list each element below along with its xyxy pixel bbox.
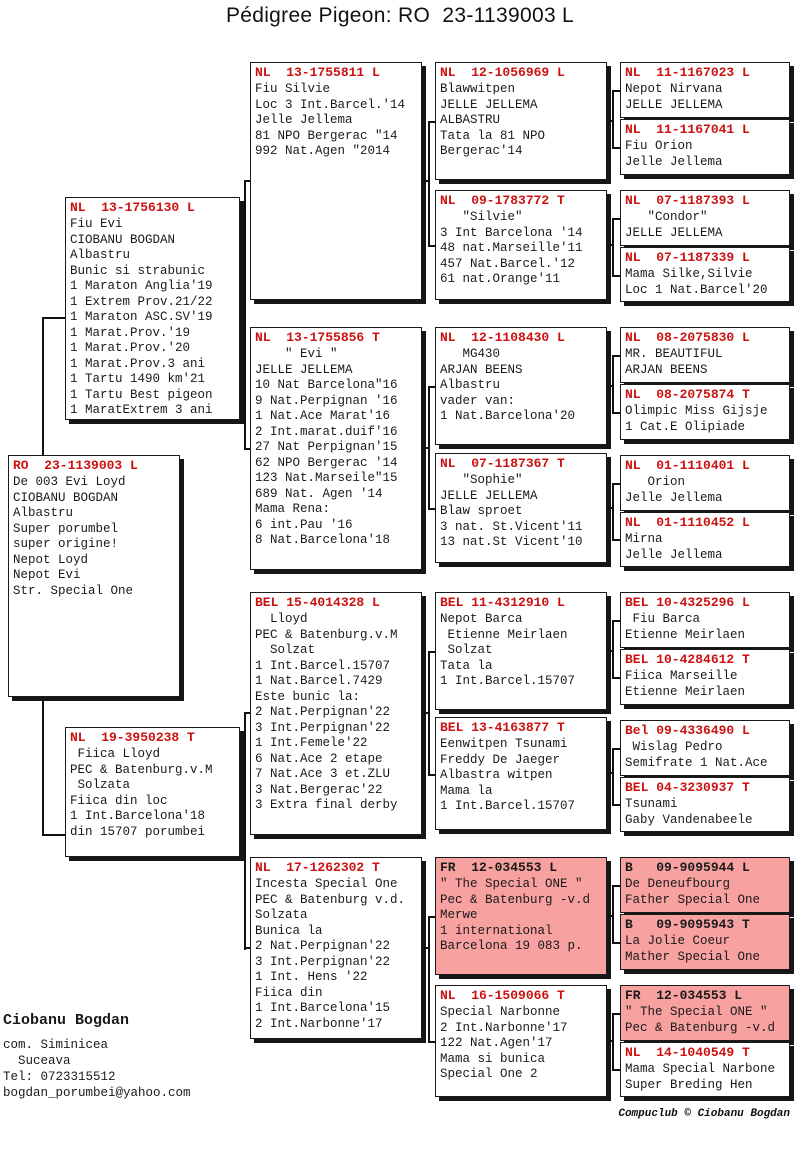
pedigree-connector-line xyxy=(428,508,435,510)
breeder-email: bogdan_porumbei@yahoo.com xyxy=(3,1086,191,1100)
pedigree-connector-line xyxy=(428,916,430,1043)
pedigree-line: De Deneufbourg xyxy=(625,877,731,891)
pedigree-line: ARJAN BEENS xyxy=(440,362,523,377)
pedigree-line: 1 Nat.Barcel.7429 xyxy=(255,674,383,688)
pedigree-box-father xyxy=(65,197,240,420)
ring-number: NL 09-1783772 T xyxy=(440,193,565,208)
pedigree-connector-line xyxy=(612,539,620,541)
pedigree-line: 6 Nat.Ace 2 etape xyxy=(255,751,383,766)
page-title: Pédigree Pigeon: RO 23-1139003 L xyxy=(225,4,575,27)
pedigree-line: 3 Nat.Bergerac'22 xyxy=(255,782,383,797)
pedigree-line: 61 nat.Orange'11 xyxy=(440,272,561,286)
ring-number: NL 07-1187339 L xyxy=(625,250,750,265)
pedigree-line: 1 Marat.Prov.'20 xyxy=(70,341,191,355)
pedigree-line: 1 Marat.Prov.'19 xyxy=(70,325,191,340)
pedigree-connector-line xyxy=(612,483,620,485)
ring-number: NL 11-1167041 L xyxy=(625,122,750,137)
pedigree-line: ARJAN BEENS xyxy=(625,362,708,377)
pedigree-line: PEC & Batenburg v.d. xyxy=(255,892,406,907)
pedigree-box-g4 xyxy=(250,857,422,1039)
pedigree-box-subject xyxy=(8,455,180,697)
software-credit: Compuclub © Ciobanu Bogdan xyxy=(618,1108,790,1120)
pedigree-line: 1 Nat.Barcelona'20 xyxy=(440,409,576,423)
pedigree-box-p3 xyxy=(620,190,790,246)
pedigree-connector-line xyxy=(612,147,620,149)
pedigree-connector-line xyxy=(428,386,435,388)
pedigree-box-p16 xyxy=(620,1042,790,1097)
breeder-address-line1: com. Siminicea xyxy=(3,1038,109,1052)
pedigree-connector-line xyxy=(244,947,250,949)
pedigree-line: Etienne Meirlaen xyxy=(440,627,568,642)
pedigree-line: 27 Nat Perpignan'15 xyxy=(255,440,398,454)
ring-number: NL 07-1187367 T xyxy=(440,456,565,471)
pedigree-line: Nepot Nirvana xyxy=(625,82,723,96)
pedigree-line: 1 Int.Barcel.15707 xyxy=(255,658,391,673)
breeder-address-line2: Suceava xyxy=(3,1054,71,1068)
ring-number: BEL 10-4284612 T xyxy=(625,652,750,667)
pedigree-line: Fiica Lloyd xyxy=(70,747,161,761)
pedigree-line: Nepot Evi xyxy=(13,568,81,582)
pedigree-line: Albastru xyxy=(13,506,74,520)
pedigree-line: 6 int.Pau '16 xyxy=(255,517,353,532)
pedigree-line: Bergerac'14 xyxy=(440,144,523,158)
pedigree-box-p13 xyxy=(620,857,790,913)
pedigree-connector-line xyxy=(612,90,614,149)
pedigree-line: 8 Nat.Barcelona'18 xyxy=(255,533,391,547)
pedigree-connector-line xyxy=(244,180,246,450)
pedigree-line: 3 Int.Perpignan'22 xyxy=(255,720,391,735)
pedigree-line: "Silvie" xyxy=(440,210,523,224)
pedigree-connector-line xyxy=(428,121,430,247)
ring-number: B 09-9095944 L xyxy=(625,860,750,875)
pedigree-line: Tsunami xyxy=(625,797,678,811)
pedigree-connector-line xyxy=(428,386,430,510)
pedigree-line: 1 Int.Femele'22 xyxy=(255,736,368,750)
pedigree-line: MG430 xyxy=(440,347,501,361)
pedigree-connector-line xyxy=(612,90,620,92)
pedigree-connector-line xyxy=(612,483,614,541)
pedigree-box-p15 xyxy=(620,985,790,1041)
pedigree-line: 122 Nat.Agen'17 xyxy=(440,1036,553,1050)
pedigree-line: JELLE JELLEMA xyxy=(440,488,538,503)
pedigree-line: Mama si bunica xyxy=(440,1051,546,1066)
pedigree-line: Etienne Meirlaen xyxy=(625,684,746,699)
pedigree-box-p8 xyxy=(620,512,790,567)
pedigree-line: Loc 3 Int.Barcel.'14 xyxy=(255,97,406,112)
pedigree-line: Fiica Marseille xyxy=(625,669,738,683)
pedigree-line: Semifrate 1 Nat.Ace xyxy=(625,755,768,770)
pedigree-line: Nepot Barca xyxy=(440,612,523,626)
pedigree-line: 2 Int.marat.duif'16 xyxy=(255,424,398,439)
breeder-name: Ciobanu Bogdan xyxy=(3,1012,130,1029)
ring-number: NL 13-1756130 L xyxy=(70,200,195,215)
pedigree-line: 1 Marat.Prov.3 ani xyxy=(70,356,206,371)
pedigree-line: Albastra witpen xyxy=(440,768,553,782)
ring-number: FR 12-034553 L xyxy=(440,860,558,875)
pedigree-connector-line xyxy=(612,1013,620,1015)
pedigree-box-p14 xyxy=(620,914,790,970)
pedigree-connector-line xyxy=(612,218,620,220)
pedigree-box-p2 xyxy=(620,119,790,175)
pedigree-connector-line xyxy=(612,942,620,944)
pedigree-connector-line xyxy=(612,218,614,277)
pedigree-line: 1 Int.Barcelona'18 xyxy=(70,809,206,823)
pedigree-box-p7 xyxy=(620,455,790,511)
ring-number: NL 11-1167023 L xyxy=(625,65,750,80)
pedigree-line: Jelle Jellema xyxy=(625,154,723,169)
pedigree-box-p12 xyxy=(620,777,790,832)
pedigree-line: 1 Int.Barcel.15707 xyxy=(440,674,576,688)
pedigree-line: " The Special ONE " xyxy=(440,877,583,891)
pedigree-line: super origine! xyxy=(13,537,119,551)
pedigree-line: 1 Tartu Best pigeon xyxy=(70,387,213,402)
pedigree-line: Solzat xyxy=(255,643,316,657)
ring-number: NL 16-1509066 T xyxy=(440,988,565,1003)
ring-number: NL 01-1110401 L xyxy=(625,458,750,473)
pedigree-line: Pec & Batenburg -v.d xyxy=(625,1020,776,1035)
pedigree-line: Fiu Evi xyxy=(70,217,123,231)
pedigree-box-gg3 xyxy=(435,327,607,445)
pedigree-box-gg7 xyxy=(435,857,607,975)
pedigree-line: Fiica din xyxy=(255,985,323,1000)
ring-number: BEL 04-3230937 T xyxy=(625,780,750,795)
pedigree-line: Special One 2 xyxy=(440,1067,538,1081)
pedigree-box-p5 xyxy=(620,327,790,383)
pedigree-connector-line xyxy=(428,916,435,918)
pedigree-line: Bunica la xyxy=(255,923,323,938)
pedigree-connector-line xyxy=(612,748,620,750)
pedigree-line: 457 Nat.Barcel.'12 xyxy=(440,256,576,271)
pedigree-connector-line xyxy=(612,885,620,887)
pedigree-line: " Evi " xyxy=(255,347,338,361)
pedigree-connector-line xyxy=(428,1041,435,1043)
pedigree-line: Merwe xyxy=(440,908,478,922)
pedigree-box-gg5 xyxy=(435,592,607,710)
pedigree-line: ALBASTRU xyxy=(440,113,501,127)
pedigree-line: Olimpic Miss Gijsje xyxy=(625,404,768,418)
pedigree-line: JELLE JELLEMA xyxy=(625,97,723,112)
pedigree-line: Solzata xyxy=(255,908,308,922)
pedigree-connector-line xyxy=(428,651,435,653)
pedigree-line: Este bunic la: xyxy=(255,689,361,704)
pedigree-connector-line xyxy=(42,697,44,835)
ring-number: NL 12-1108430 L xyxy=(440,330,565,345)
pedigree-connector-line xyxy=(612,275,620,277)
pedigree-box-gg4 xyxy=(435,453,607,563)
pedigree-line: 3 nat. St.Vicent'11 xyxy=(440,519,583,534)
pedigree-line: Orion xyxy=(625,475,686,489)
pedigree-line: " The Special ONE " xyxy=(625,1005,768,1019)
pedigree-line: Super porumbel xyxy=(13,521,119,536)
pedigree-line: PEC & Batenburg.v.M xyxy=(255,627,398,642)
breeder-phone: Tel: 0723315512 xyxy=(3,1070,116,1084)
pedigree-line: Freddy De Jaeger xyxy=(440,752,561,767)
pedigree-line: Jelle Jellema xyxy=(625,490,723,505)
pedigree-connector-line xyxy=(42,317,65,319)
pedigree-line: 62 NPO Bergerac '14 xyxy=(255,455,398,470)
pedigree-connector-line xyxy=(612,620,620,622)
pedigree-line: Barcelona 19 083 p. xyxy=(440,939,583,953)
pedigree-line: Super Breding Hen xyxy=(625,1077,753,1092)
pedigree-connector-line xyxy=(612,804,620,806)
pedigree-line: Blawwitpen xyxy=(440,82,516,96)
pedigree-connector-line xyxy=(42,318,44,455)
pedigree-line: Mama Special Narbone xyxy=(625,1062,776,1076)
pedigree-line: JELLE JELLEMA xyxy=(255,362,353,377)
ring-number: FR 12-034553 L xyxy=(625,988,743,1003)
pedigree-line: Str. Special One xyxy=(13,583,134,598)
pedigree-line: 2 Nat.Perpignan'22 xyxy=(255,939,391,953)
pedigree-line: Solzata xyxy=(70,778,131,792)
pedigree-line: 1 Int.Barcelona'15 xyxy=(255,1001,391,1015)
pedigree-line: vader van: xyxy=(440,393,516,408)
pedigree-connector-line xyxy=(244,712,246,950)
pedigree-line: Albastru xyxy=(70,248,131,262)
pedigree-connector-line xyxy=(612,885,614,944)
pedigree-box-gg2 xyxy=(435,190,607,300)
pedigree-line: 1 Nat.Ace Marat'16 xyxy=(255,409,391,423)
pedigree-connector-line xyxy=(428,245,435,247)
pedigree-connector-line xyxy=(612,620,614,679)
pedigree-box-gg8 xyxy=(435,985,607,1097)
pedigree-box-g3 xyxy=(250,592,422,835)
pedigree-line: 2 Int.Narbonne'17 xyxy=(255,1016,383,1031)
pedigree-connector-line xyxy=(612,1013,614,1071)
ring-number: NL 08-2075830 L xyxy=(625,330,750,345)
pedigree-line: Mama la xyxy=(440,783,493,798)
pedigree-line: 992 Nat.Agen "2014 xyxy=(255,144,391,158)
pedigree-line: 1 Int.Barcel.15707 xyxy=(440,799,576,813)
pedigree-box-p4 xyxy=(620,247,790,302)
pedigree-connector-line xyxy=(244,180,250,182)
pedigree-line: Fiu Orion xyxy=(625,139,693,153)
pedigree-line: Jelle Jellema xyxy=(255,113,353,127)
pedigree-line: Wislag Pedro xyxy=(625,740,723,754)
pedigree-line: 7 Nat.Ace 3 et.ZLU xyxy=(255,767,391,781)
ring-number: BEL 10-4325296 L xyxy=(625,595,750,610)
pedigree-line: Solzat xyxy=(440,643,493,657)
pedigree-line: Mirna xyxy=(625,532,663,546)
pedigree-connector-line xyxy=(42,834,65,836)
pedigree-line: 48 nat.Marseille'11 xyxy=(440,241,583,255)
pedigree-line: Incesta Special One xyxy=(255,877,398,891)
pedigree-line: din 15707 porumbei xyxy=(70,824,206,839)
pedigree-line: Father Special One xyxy=(625,892,761,907)
pedigree-line: 2 Int.Narbonne'17 xyxy=(440,1020,568,1035)
pedigree-line: PEC & Batenburg.v.M xyxy=(70,762,213,777)
pedigree-line: De 003 Evi Loyd xyxy=(13,475,126,489)
pedigree-line: 1 Extrem Prov.21/22 xyxy=(70,294,213,309)
pedigree-line: Gaby Vandenabeele xyxy=(625,812,753,827)
ring-number: NL 01-1110452 L xyxy=(625,515,750,530)
pedigree-line: Tata la xyxy=(440,658,493,673)
pedigree-box-p9 xyxy=(620,592,790,648)
pedigree-connector-line xyxy=(612,748,614,806)
pedigree-line: Mama Silke,Silvie xyxy=(625,267,753,281)
pedigree-box-p10 xyxy=(620,649,790,705)
ring-number: NL 13-1755811 L xyxy=(255,65,380,80)
pedigree-connector-line xyxy=(428,651,430,776)
pedigree-line: 9 Nat.Perpignan '16 xyxy=(255,393,398,408)
pedigree-line: 1 Maraton ASC.SV'19 xyxy=(70,310,213,324)
ring-number: RO 23-1139003 L xyxy=(13,458,138,473)
pedigree-line: Jelle Jellema xyxy=(625,547,723,562)
pedigree-line: 1 MaratExtrem 3 ani xyxy=(70,403,213,417)
pedigree-line: 10 Nat Barcelona"16 xyxy=(255,378,398,392)
ring-number: BEL 11-4312910 L xyxy=(440,595,565,610)
pedigree-line: "Condor" xyxy=(625,210,708,224)
pedigree-connector-line xyxy=(428,121,435,123)
ring-number: BEL 15-4014328 L xyxy=(255,595,380,610)
pedigree-line: Loc 1 Nat.Barcel'20 xyxy=(625,282,768,297)
pedigree-line: JELLE JELLEMA xyxy=(625,225,723,240)
pedigree-line: 81 NPO Bergerac "14 xyxy=(255,128,398,143)
pedigree-line: 1 Tartu 1490 km'21 xyxy=(70,372,206,386)
ring-number: BEL 13-4163877 T xyxy=(440,720,565,735)
pedigree-connector-line xyxy=(612,1069,620,1071)
pedigree-line: 3 Extra final derby xyxy=(255,798,398,812)
pedigree-line: Nepot Loyd xyxy=(13,552,89,567)
pedigree-line: 2 Nat.Perpignan'22 xyxy=(255,705,391,719)
pedigree-line: Fiica din loc xyxy=(70,793,168,808)
pedigree-line: Blaw sproet xyxy=(440,504,523,518)
ring-number: NL 14-1040549 T xyxy=(625,1045,750,1060)
pedigree-connector-line xyxy=(612,355,620,357)
pedigree-line: Albastru xyxy=(440,378,501,392)
ring-number: Bel 09-4336490 L xyxy=(625,723,750,738)
pedigree-line: 1 Maraton Anglia'19 xyxy=(70,279,213,293)
pedigree-connector-line xyxy=(428,774,435,776)
pedigree-line: Eenwitpen Tsunami xyxy=(440,737,568,751)
pedigree-box-p1 xyxy=(620,62,790,118)
pedigree-line: 13 nat.St Vicent'10 xyxy=(440,535,583,549)
pedigree-line: Fiu Barca xyxy=(625,612,701,626)
ring-number: B 09-9095943 T xyxy=(625,917,750,932)
pedigree-line: MR. BEAUTIFUL xyxy=(625,347,723,361)
ring-number: NL 07-1187393 L xyxy=(625,193,750,208)
pedigree-line: Etienne Meirlaen xyxy=(625,627,746,642)
ring-number: NL 12-1056969 L xyxy=(440,65,565,80)
pedigree-box-g1 xyxy=(250,62,422,300)
pedigree-line: 1 Cat.E Olipiade xyxy=(625,419,746,434)
ring-number: NL 13-1755856 T xyxy=(255,330,380,345)
pedigree-connector-line xyxy=(244,448,250,450)
pedigree-box-p6 xyxy=(620,384,790,440)
pedigree-line: 1 Int. Hens '22 xyxy=(255,970,368,984)
pedigree-connector-line xyxy=(244,712,250,714)
pedigree-box-gg6 xyxy=(435,717,607,830)
pedigree-line: Fiu Silvie xyxy=(255,82,331,96)
ring-number: NL 08-2075874 T xyxy=(625,387,750,402)
pedigree-connector-line xyxy=(612,677,620,679)
pedigree-line: "Sophie" xyxy=(440,473,523,487)
pedigree-line: 1 international xyxy=(440,923,553,938)
pedigree-box-p11 xyxy=(620,720,790,776)
pedigree-line: CIOBANU BOGDAN xyxy=(13,490,119,505)
pedigree-line: Tata la 81 NPO xyxy=(440,128,546,143)
pedigree-connector-line xyxy=(612,412,620,414)
pedigree-line: 3 Int.Perpignan'22 xyxy=(255,954,391,969)
pedigree-box-mother xyxy=(65,727,240,857)
pedigree-line: Special Narbonne xyxy=(440,1005,561,1019)
pedigree-line: Mama Rena: xyxy=(255,502,331,516)
pedigree-line: 689 Nat. Agen '14 xyxy=(255,486,383,501)
pedigree-box-g2 xyxy=(250,327,422,570)
pedigree-line: CIOBANU BOGDAN xyxy=(70,232,176,247)
pedigree-line: Bunic si strabunic xyxy=(70,263,206,278)
pedigree-line: Pec & Batenburg -v.d xyxy=(440,892,591,907)
ring-number: NL 19-3950238 T xyxy=(70,730,195,745)
pedigree-line: 3 Int Barcelona '14 xyxy=(440,225,583,240)
pedigree-box-gg1 xyxy=(435,62,607,180)
pedigree-line: La Jolie Coeur xyxy=(625,934,731,948)
pedigree-connector-line xyxy=(612,355,614,414)
ring-number: NL 17-1262302 T xyxy=(255,860,380,875)
pedigree-line: JELLE JELLEMA xyxy=(440,97,538,112)
pedigree-line: Lloyd xyxy=(255,612,308,626)
pedigree-line: 123 Nat.Marseile"15 xyxy=(255,471,398,485)
pedigree-line: Mather Special One xyxy=(625,949,761,964)
